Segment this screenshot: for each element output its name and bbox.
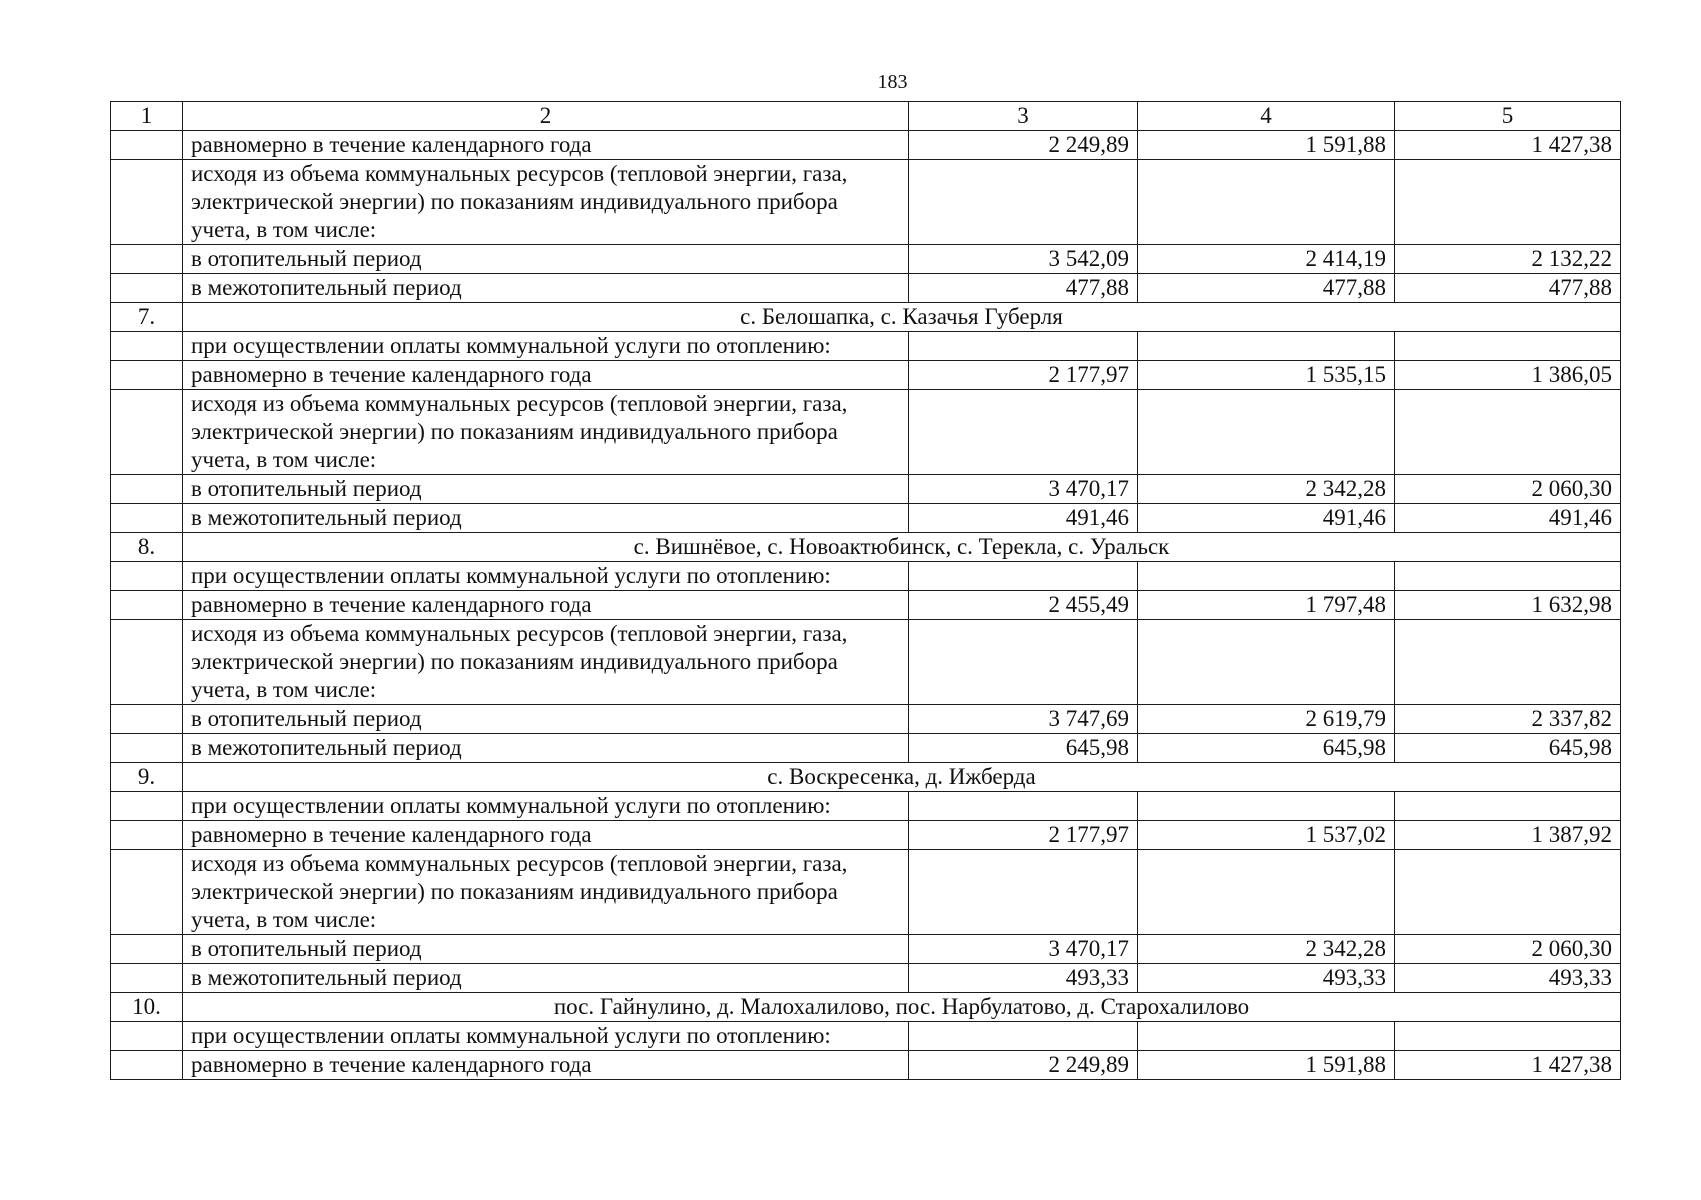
- table-row: [111, 332, 1621, 361]
- value-cell: [909, 390, 1138, 475]
- value-cell: 1 387,92: [1395, 821, 1621, 850]
- row-label: при осуществлении оплаты коммунальной услуги по отоплению:: [183, 792, 909, 821]
- value-cell: 2 060,30: [1395, 935, 1621, 964]
- table-row: [111, 160, 1621, 245]
- section-number: 10.: [111, 993, 183, 1022]
- value-cell: 2 060,30: [1395, 475, 1621, 504]
- row-label: в межотопительный период: [183, 274, 909, 303]
- row-label: исходя из объема коммунальных ресурсов (тепловой энергии, газа, электрической энергии) по показаниям индивидуального прибора учета, в том числе:: [183, 850, 909, 935]
- value-cell: 493,33: [1395, 964, 1621, 993]
- table-row: [111, 361, 1621, 390]
- row-number-cell: [111, 562, 183, 591]
- table-row: [111, 245, 1621, 274]
- value-cell: 2 455,49: [909, 591, 1138, 620]
- row-number-cell: [111, 361, 183, 390]
- value-cell: [1138, 792, 1395, 821]
- value-cell: 2 342,28: [1138, 935, 1395, 964]
- value-cell: 1 535,15: [1138, 361, 1395, 390]
- row-number-cell: [111, 620, 183, 705]
- value-cell: [1138, 332, 1395, 361]
- row-label: при осуществлении оплаты коммунальной услуги по отоплению:: [183, 332, 909, 361]
- section-number: 7.: [111, 303, 183, 332]
- value-cell: 1 797,48: [1138, 591, 1395, 620]
- section-row: [111, 533, 1621, 562]
- tariff-table: [110, 101, 1621, 1080]
- table-row: [111, 475, 1621, 504]
- value-cell: [1395, 332, 1621, 361]
- table-row: [111, 131, 1621, 160]
- value-cell: [1138, 160, 1395, 245]
- value-cell: [909, 332, 1138, 361]
- row-number-cell: [111, 475, 183, 504]
- value-cell: [1395, 792, 1621, 821]
- value-cell: 645,98: [909, 734, 1138, 763]
- value-cell: [909, 792, 1138, 821]
- value-cell: 491,46: [1138, 504, 1395, 533]
- header-cell: 4: [1138, 102, 1395, 131]
- table-header-row: [111, 102, 1621, 131]
- row-number-cell: [111, 935, 183, 964]
- table-row: [111, 504, 1621, 533]
- table-row: [111, 562, 1621, 591]
- row-number-cell: [111, 504, 183, 533]
- value-cell: 1 591,88: [1138, 1051, 1395, 1080]
- row-label: в отопительный период: [183, 705, 909, 734]
- value-cell: [1138, 850, 1395, 935]
- header-cell: 2: [183, 102, 909, 131]
- value-cell: 3 747,69: [909, 705, 1138, 734]
- value-cell: 3 470,17: [909, 475, 1138, 504]
- row-label: исходя из объема коммунальных ресурсов (тепловой энергии, газа, электрической энергии) по показаниям индивидуального прибора учета, в том числе:: [183, 390, 909, 475]
- row-label: при осуществлении оплаты коммунальной услуги по отоплению:: [183, 1022, 909, 1051]
- row-label: в отопительный период: [183, 475, 909, 504]
- row-label: равномерно в течение календарного года: [183, 361, 909, 390]
- section-title: с. Вишнёвое, с. Новоактюбинск, с. Терекла, с. Уральск: [183, 533, 1621, 562]
- row-number-cell: [111, 274, 183, 303]
- row-label: равномерно в течение календарного года: [183, 821, 909, 850]
- value-cell: 1 537,02: [1138, 821, 1395, 850]
- value-cell: 2 249,89: [909, 131, 1138, 160]
- row-number-cell: [111, 332, 183, 361]
- value-cell: 493,33: [1138, 964, 1395, 993]
- value-cell: [909, 1022, 1138, 1051]
- value-cell: 1 427,38: [1395, 1051, 1621, 1080]
- value-cell: 645,98: [1395, 734, 1621, 763]
- row-number-cell: [111, 1022, 183, 1051]
- value-cell: [1395, 390, 1621, 475]
- table-row: [111, 1051, 1621, 1080]
- header-cell: 3: [909, 102, 1138, 131]
- row-number-cell: [111, 705, 183, 734]
- section-row: [111, 303, 1621, 332]
- row-label: равномерно в течение календарного года: [183, 591, 909, 620]
- table-row: [111, 591, 1621, 620]
- row-label: при осуществлении оплаты коммунальной услуги по отоплению:: [183, 562, 909, 591]
- row-label: в отопительный период: [183, 245, 909, 274]
- value-cell: 2 342,28: [1138, 475, 1395, 504]
- value-cell: 491,46: [909, 504, 1138, 533]
- table-row: [111, 734, 1621, 763]
- value-cell: 3 542,09: [909, 245, 1138, 274]
- value-cell: [909, 160, 1138, 245]
- value-cell: 2 132,22: [1395, 245, 1621, 274]
- row-label: в отопительный период: [183, 935, 909, 964]
- value-cell: 3 470,17: [909, 935, 1138, 964]
- value-cell: 2 619,79: [1138, 705, 1395, 734]
- row-number-cell: [111, 591, 183, 620]
- row-label: в межотопительный период: [183, 964, 909, 993]
- value-cell: 2 177,97: [909, 821, 1138, 850]
- row-number-cell: [111, 1051, 183, 1080]
- value-cell: [1138, 1022, 1395, 1051]
- row-number-cell: [111, 160, 183, 245]
- row-label: равномерно в течение календарного года: [183, 1051, 909, 1080]
- row-label: исходя из объема коммунальных ресурсов (тепловой энергии, газа, электрической энергии) по показаниям индивидуального прибора учета, в том числе:: [183, 620, 909, 705]
- section-title: пос. Гайнулино, д. Малохалилово, пос. Нарбулатово, д. Старохалилово: [183, 993, 1621, 1022]
- value-cell: [1138, 390, 1395, 475]
- value-cell: [909, 620, 1138, 705]
- table-row: [111, 821, 1621, 850]
- table-row: [111, 964, 1621, 993]
- table-row: [111, 935, 1621, 964]
- header-cell: 1: [111, 102, 183, 131]
- value-cell: [1395, 850, 1621, 935]
- value-cell: 1 632,98: [1395, 591, 1621, 620]
- table-row: [111, 792, 1621, 821]
- table-body: [111, 102, 1621, 1080]
- section-row: [111, 993, 1621, 1022]
- value-cell: 477,88: [1395, 274, 1621, 303]
- value-cell: 2 249,89: [909, 1051, 1138, 1080]
- value-cell: 491,46: [1395, 504, 1621, 533]
- section-title: с. Воскресенка, д. Ижберда: [183, 763, 1621, 792]
- row-number-cell: [111, 245, 183, 274]
- row-number-cell: [111, 821, 183, 850]
- row-number-cell: [111, 964, 183, 993]
- value-cell: 493,33: [909, 964, 1138, 993]
- value-cell: 2 177,97: [909, 361, 1138, 390]
- value-cell: 1 386,05: [1395, 361, 1621, 390]
- value-cell: [1395, 620, 1621, 705]
- table-row: [111, 705, 1621, 734]
- section-title: с. Белошапка, с. Казачья Губерля: [183, 303, 1621, 332]
- value-cell: 2 337,82: [1395, 705, 1621, 734]
- value-cell: [1395, 160, 1621, 245]
- row-number-cell: [111, 850, 183, 935]
- value-cell: 477,88: [1138, 274, 1395, 303]
- section-number: 9.: [111, 763, 183, 792]
- value-cell: [909, 850, 1138, 935]
- table-row: [111, 390, 1621, 475]
- table-row: [111, 274, 1621, 303]
- row-label: в межотопительный период: [183, 504, 909, 533]
- value-cell: [1138, 562, 1395, 591]
- value-cell: 645,98: [1138, 734, 1395, 763]
- value-cell: [1395, 1022, 1621, 1051]
- page-number: 183: [877, 71, 908, 93]
- value-cell: 1 591,88: [1138, 131, 1395, 160]
- row-number-cell: [111, 390, 183, 475]
- value-cell: 1 427,38: [1395, 131, 1621, 160]
- section-number: 8.: [111, 533, 183, 562]
- row-number-cell: [111, 734, 183, 763]
- table-row: [111, 850, 1621, 935]
- header-cell: 5: [1395, 102, 1621, 131]
- row-label: исходя из объема коммунальных ресурсов (тепловой энергии, газа, электрической энергии) по показаниям индивидуального прибора учета, в том числе:: [183, 160, 909, 245]
- value-cell: 2 414,19: [1138, 245, 1395, 274]
- section-row: [111, 763, 1621, 792]
- row-label: равномерно в течение календарного года: [183, 131, 909, 160]
- row-number-cell: [111, 131, 183, 160]
- row-number-cell: [111, 792, 183, 821]
- value-cell: 477,88: [909, 274, 1138, 303]
- value-cell: [909, 562, 1138, 591]
- value-cell: [1395, 562, 1621, 591]
- value-cell: [1138, 620, 1395, 705]
- table-row: [111, 1022, 1621, 1051]
- table-row: [111, 620, 1621, 705]
- row-label: в межотопительный период: [183, 734, 909, 763]
